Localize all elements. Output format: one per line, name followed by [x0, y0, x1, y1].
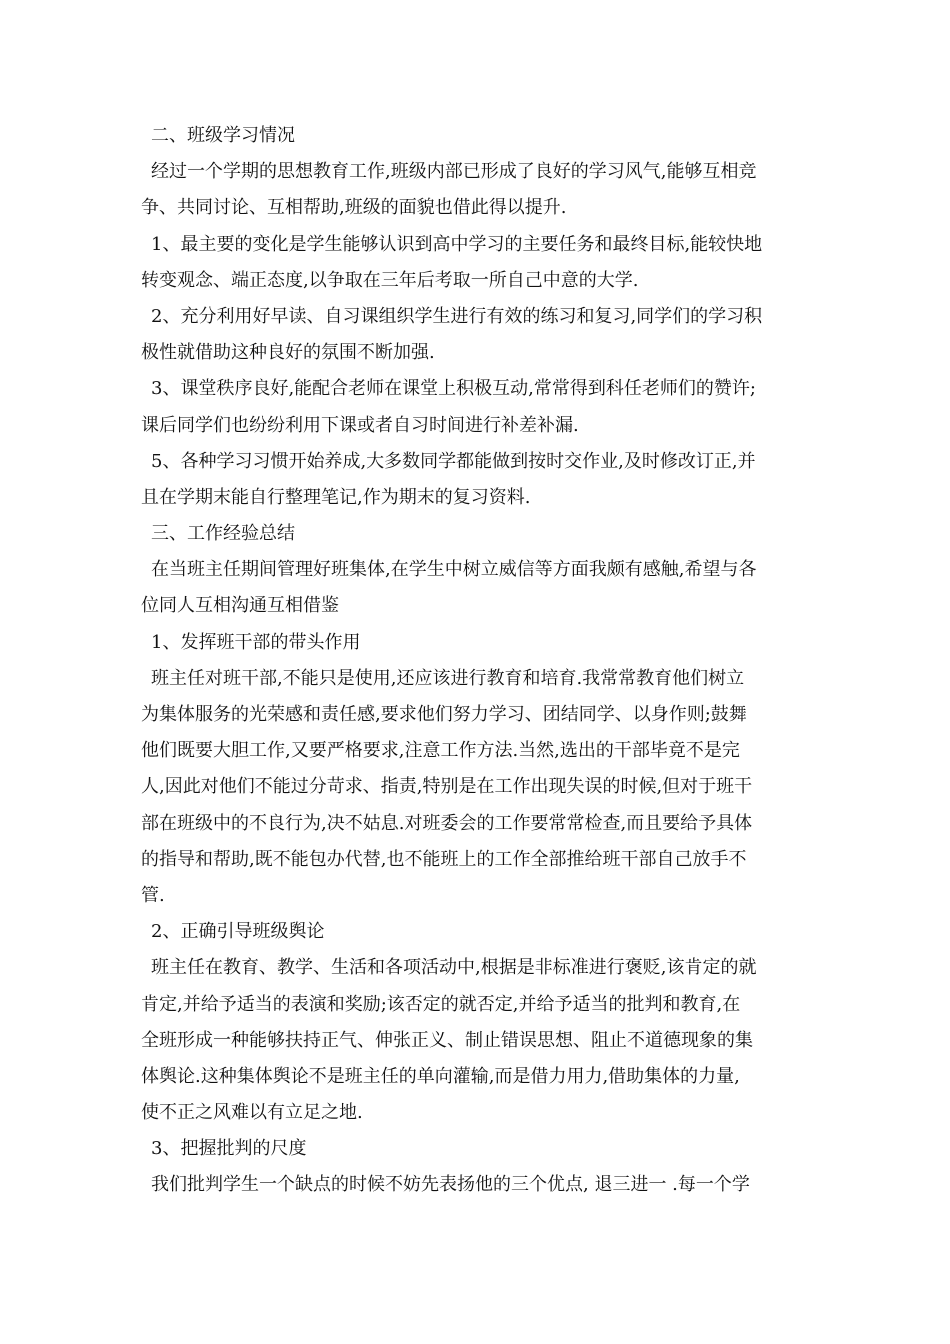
text-line: 他们既要大胆工作,又要严格要求,注意工作方法.当然,选出的干部毕竟不是完 [141, 740, 740, 762]
text-line: 课后同学们也纷纷利用下课或者自习时间进行补差补漏. [141, 414, 579, 436]
text-line: 2、正确引导班级舆论 [151, 921, 325, 943]
text-line: 三、工作经验总结 [151, 523, 295, 545]
text-line: 人,因此对他们不能过分苛求、指责,特别是在工作出现失误的时候,但对于班干 [141, 776, 753, 798]
text-line: 体舆论.这种集体舆论不是班主任的单向灌输,而是借力用力,借助集体的力量, [141, 1065, 740, 1087]
text-line: 5、各种学习习惯开始养成,大多数同学都能做到按时交作业,及时修改订正,并 [151, 450, 756, 472]
text-line: 使不正之风难以有立足之地. [141, 1102, 363, 1124]
text-line: 为集体服务的光荣感和责任感,要求他们努力学习、团结同学、以身作则;鼓舞 [141, 704, 747, 725]
text-line: 1、最主要的变化是学生能够认识到高中学习的主要任务和最终目标,能较快地 [151, 233, 763, 255]
text-line: 极性就借助这种良好的氛围不断加强. [141, 342, 435, 364]
text-line: 的指导和帮助,既不能包办代替,也不能班上的工作全部推给班干部自己放手不 [141, 848, 747, 870]
text-line: 二、班级学习情况 [151, 125, 295, 146]
document-body [141, 118, 809, 1204]
text-line: 班主任对班干部,不能只是使用,还应该进行教育和培育.我常常教育他们树立 [151, 667, 745, 689]
text-line: 肯定,并给予适当的表演和奖励;该否定的就否定,并给予适当的批判和教育,在 [141, 993, 741, 1015]
text-line: 班主任在教育、教学、生活和各项活动中,根据是非标准进行褒贬,该肯定的就 [151, 957, 757, 979]
text-line: 部在班级中的不良行为,决不姑息.对班委会的工作要常常检查,而且要给予具体 [141, 812, 753, 834]
text-line: 3、课堂秩序良好,能配合老师在课堂上积极互动,常常得到科任老师们的赞许; [151, 378, 756, 400]
text-line: 争、共同讨论、互相帮助,班级的面貌也借此得以提升. [141, 197, 567, 219]
text-line: 2、充分利用好早读、自习课组织学生进行有效的练习和复习,同学们的学习积 [151, 305, 763, 327]
text-line: 位同人互相沟通互相借鉴 [141, 595, 339, 617]
text-line: 我们批判学生一个缺点的时候不妨先表扬他的三个优点, 退三进一 .每一个学 [151, 1174, 750, 1196]
text-line: 在当班主任期间管理好班集体,在学生中树立威信等方面我颇有感触,希望与各 [151, 559, 757, 581]
text-line: 3、把握批判的尺度 [151, 1138, 307, 1160]
text-line: 经过一个学期的思想教育工作,班级内部已形成了良好的学习风气,能够互相竞 [151, 161, 757, 183]
text-line: 且在学期末能自行整理笔记,作为期末的复习资料. [141, 486, 531, 508]
text-line: 转变观念、端正态度,以争取在三年后考取一所自己中意的大学. [141, 269, 639, 291]
text-line: 全班形成一种能够扶持正气、伸张正义、制止错误思想、阻止不道德现象的集 [141, 1029, 753, 1051]
text-line: 管. [141, 884, 165, 906]
text-line: 1、发挥班干部的带头作用 [151, 631, 361, 653]
